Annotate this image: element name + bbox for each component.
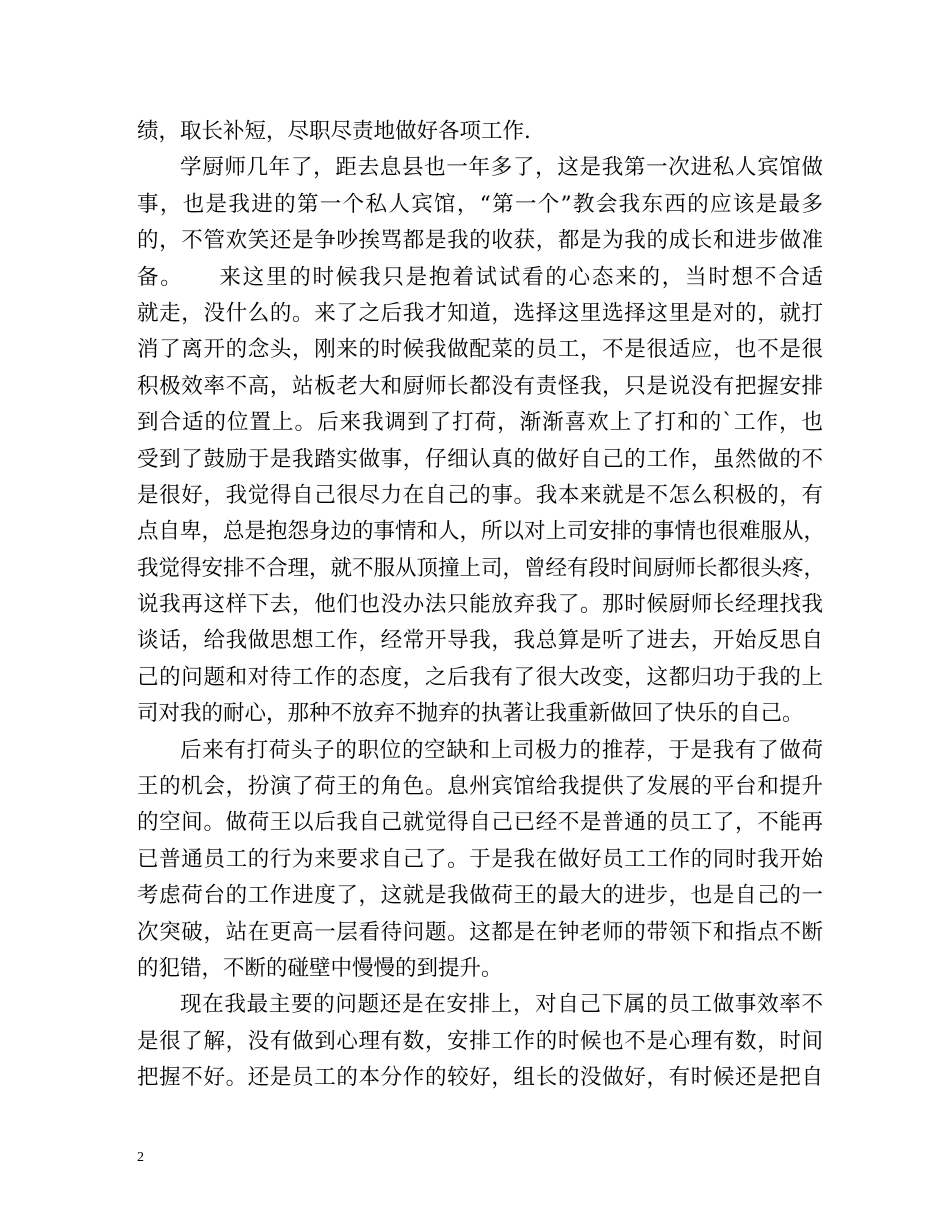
text-line: 王的机会，扮演了荷王的角色。息州宾馆给我提供了发展的平台和提升 <box>137 774 823 800</box>
text-line: 己的问题和对待工作的态度，之后我有了很大改变，这都归功于我的上 <box>137 664 823 690</box>
text-line: 已普通员工的行为来要求自己了。于是我在做好员工工作的同时我开始 <box>137 846 823 872</box>
text-line: 事，也是我进的第一个私人宾馆，“第一个”教会我东西的应该是最多 <box>137 191 823 217</box>
paragraph-first-line: 学厨师几年了，距去息县也一年多了，这是我第一次进私人宾馆做 <box>180 155 823 181</box>
text-line: 积极效率不高，站板老大和厨师长都没有责怪我，只是说没有把握安排 <box>137 373 823 399</box>
text-line: 是很好，我觉得自己很尽力在自己的事。我本来就是不怎么积极的，有 <box>137 482 823 508</box>
text-line: 到合适的位置上。后来我调到了打荷，渐渐喜欢上了打和的`工作，也 <box>137 410 823 436</box>
text-line: 受到了鼓励于是我踏实做事，仔细认真的做好自己的工作，虽然做的不 <box>137 446 823 472</box>
text-line: 谈话，给我做思想工作，经常开导我，我总算是听了进去，开始反思自 <box>137 628 823 654</box>
text-line: 把握不好。还是员工的本分作的较好，组长的没做好，有时候还是把自 <box>137 1065 823 1091</box>
text-line: 的，不管欢笑还是争吵挨骂都是我的收获，都是为我的成长和进步做准 <box>137 228 823 254</box>
body-text <box>137 114 826 1097</box>
page-number: 2 <box>137 1150 144 1165</box>
text-line: 我觉得安排不合理，就不服从顶撞上司，曾经有段时间厨师长都很头疼， <box>137 555 826 581</box>
text-line: 的犯错，不断的碰壁中慢慢的到提升。 <box>137 955 503 981</box>
text-line: 绩，取长补短，尽职尽责地做好各项工作. <box>137 119 531 144</box>
paragraph-first-line: 现在我最主要的问题还是在安排上，对自己下属的员工做事效率不 <box>180 992 823 1018</box>
text-line: 次突破，站在更高一层看待问题。这都是在钟老师的带领下和指点不断 <box>137 919 823 945</box>
paragraph-first-line: 后来有打荷头子的职位的空缺和上司极力的推荐，于是我有了做荷 <box>180 737 823 763</box>
text-line: 的空间。做荷王以后我自己就觉得自己已经不是普通的员工了，不能再 <box>137 810 823 836</box>
text-line: 说我再这样下去，他们也没办法只能放弃我了。那时候厨师长经理找我 <box>137 592 823 618</box>
text-line: 就走，没什么的。来了之后我才知道，选择这里选择这里是对的，就打 <box>137 300 823 326</box>
text-line: 是很了解，没有做到心理有数，安排工作的时候也不是心理有数，时间 <box>137 1028 823 1054</box>
text-line: 消了离开的念头，刚来的时候我做配菜的员工，不是很适应，也不是很 <box>137 337 823 363</box>
text-line: 点自卑，总是抱怨身边的事情和人，所以对上司安排的事情也很难服从， <box>137 519 826 545</box>
text-line: 考虑荷台的工作进度了，这就是我做荷王的最大的进步，也是自己的一 <box>137 883 823 909</box>
text-line: 备。 来这里的时候我只是抱着试试看的心态来的，当时想不合适 <box>137 264 823 290</box>
text-line: 司对我的耐心，那种不放弃不抛弃的执著让我重新做回了快乐的自己。 <box>137 701 804 727</box>
